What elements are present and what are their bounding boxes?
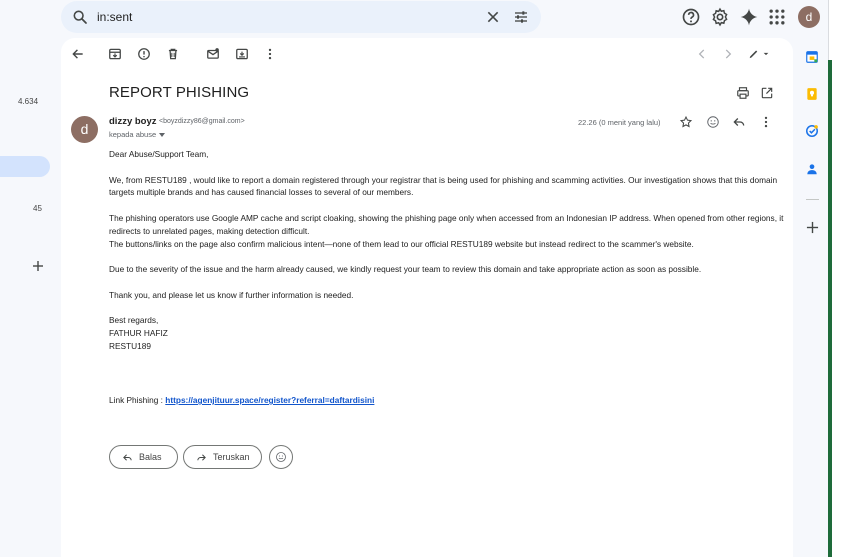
delete-trash-icon[interactable] [166, 47, 180, 61]
body-greeting: Dear Abuse/Support Team, [109, 149, 209, 159]
reply-label: Balas [139, 452, 162, 462]
older-chevron-right-icon[interactable] [721, 47, 735, 61]
sender-name[interactable]: dizzy boyz [109, 116, 157, 127]
signature-closing: Best regards, [109, 315, 159, 326]
calendar-icon[interactable] [805, 50, 819, 64]
open-new-window-icon[interactable] [760, 86, 774, 100]
recipient-details-caret-icon[interactable] [159, 133, 165, 137]
account-avatar[interactable]: d [798, 6, 820, 28]
gemini-sparkle-icon[interactable] [739, 7, 759, 27]
keep-notes-icon[interactable] [805, 87, 819, 101]
rail-count: 45 [33, 204, 42, 213]
search-bar[interactable] [61, 1, 541, 33]
more-vertical-icon[interactable] [263, 47, 277, 61]
rail-selected-item[interactable] [0, 156, 50, 177]
help-icon[interactable] [681, 7, 701, 27]
search-icon[interactable] [72, 9, 88, 25]
clear-search-icon[interactable] [485, 9, 501, 25]
sender-avatar[interactable]: d [71, 116, 98, 143]
recipient-label: kepada abuse [109, 130, 157, 139]
sender-email: <boyzdizzy86@gmail.com> [159, 118, 245, 125]
contacts-icon[interactable] [805, 162, 819, 176]
message-more-vertical-icon[interactable] [759, 115, 773, 129]
signature-name: FATHUR HAFIZ [109, 328, 168, 339]
side-panel-divider [806, 199, 819, 200]
mark-unread-icon[interactable] [206, 47, 220, 61]
reply-arrow-icon[interactable] [732, 115, 746, 129]
settings-gear-icon[interactable] [710, 7, 730, 27]
body-paragraph: We, from RESTU189 , would like to report a domain registered through your registrar that is being used for phishing and scamming activities. Our investigation shows that this domain targets multiple brands and has caused financial losses to several of our members. [109, 174, 778, 198]
input-tools-pencil-icon[interactable] [747, 47, 771, 61]
body-paragraph: Due to the severity of the issue and the harm already caused, we kindly request your team to review this domain and take appropriate action as soon as possible. [109, 264, 702, 275]
search-options-icon[interactable] [513, 9, 529, 25]
star-icon[interactable] [679, 115, 693, 129]
phishing-link-line [109, 395, 374, 405]
body-paragraph: Thank you, and please let us know if further information is needed. [109, 289, 354, 300]
add-label-plus-icon[interactable] [31, 259, 45, 273]
search-input[interactable] [97, 1, 457, 33]
archive-icon[interactable] [108, 47, 122, 61]
back-arrow-icon[interactable] [71, 47, 85, 61]
rail-unread-count: 4.634 [18, 97, 39, 106]
reply-icon [122, 452, 133, 463]
emoji-icon [275, 451, 287, 463]
add-reaction-emoji-icon[interactable] [706, 115, 720, 129]
email-body [109, 148, 784, 353]
forward-button[interactable] [183, 445, 262, 469]
background-window-bar [828, 60, 832, 557]
top-bar [0, 0, 841, 36]
recipient-line[interactable] [109, 130, 165, 139]
apps-grid-icon[interactable] [767, 7, 787, 27]
body-paragraph: The buttons/links on the page also confirm malicious intent—none of them lead to our official RESTU189 website but instead redirect to the scammer's website. [109, 238, 694, 249]
emoji-react-button[interactable] [269, 445, 293, 469]
email-timestamp: 22.26 (0 menit yang lalu) [578, 118, 661, 127]
body-paragraph: The phishing operators use Google AMP cache and script cloaking, showing the phishing page only when accessed from an Indonesian IP address. When opened from other regions, it redirects to unrelated pages, making detection difficult. [109, 212, 784, 236]
phishing-link-label: Link Phishing : [109, 395, 166, 405]
report-spam-icon[interactable] [137, 47, 151, 61]
signature-org: RESTU189 [109, 340, 151, 351]
newer-chevron-left-icon[interactable] [695, 47, 709, 61]
forward-label: Teruskan [213, 452, 250, 462]
reply-button[interactable] [109, 445, 178, 469]
email-view [61, 38, 793, 557]
tasks-icon[interactable] [805, 124, 819, 138]
email-subject: REPORT PHISHING [109, 84, 250, 101]
get-addons-plus-icon[interactable] [806, 221, 819, 234]
move-to-icon[interactable] [235, 47, 249, 61]
print-icon[interactable] [736, 86, 750, 100]
phishing-link[interactable]: https://agenjituur.space/register?referral=daftardisini [165, 395, 375, 405]
forward-icon [196, 452, 207, 463]
